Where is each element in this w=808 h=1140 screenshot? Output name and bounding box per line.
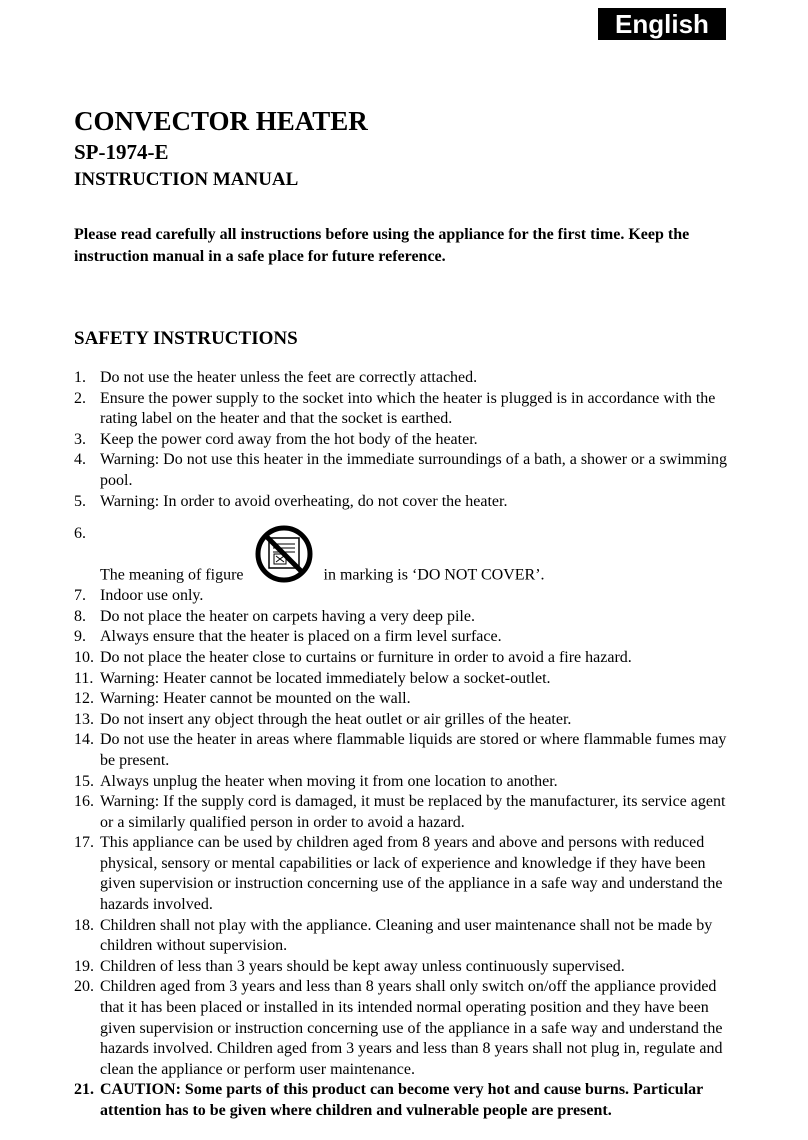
item-number: 16. — [74, 793, 94, 811]
item-text: Do not insert any object through the heat outlet or air grilles of the heater. — [100, 710, 572, 728]
item-text: Do not use the heater unless the feet are correctly attached. — [100, 369, 478, 386]
item-number: 4. — [74, 451, 86, 469]
item-number: 21. — [74, 1081, 94, 1099]
item-text: Warning: If the supply cord is damaged, it must be replaced by the manufacturer, its service agent or a similarly qualified person in order to avoid a hazard. — [100, 793, 726, 831]
item-text: Children of less than 3 years should be kept away unless continuously supervised. — [100, 957, 625, 975]
intro-paragraph: Please read carefully all instructions before using the appliance for the first time. Keep the instruction manual in a safe place for future reference. — [74, 226, 690, 265]
item-text: Indoor use only. — [100, 587, 204, 605]
item-number: 13. — [74, 710, 94, 728]
model-number: SP-1974-E — [74, 140, 169, 164]
list-item — [74, 730, 734, 771]
item-number: 20. — [74, 978, 94, 996]
list-item — [74, 957, 734, 978]
item-text: Do not place the heater on carpets having a very deep pile. — [100, 607, 475, 625]
item-text: Always ensure that the heater is placed on a firm level surface. — [100, 628, 502, 646]
item-text: This appliance can be used by children aged from 8 years and above and persons with reduced physical, sensory or mental capabilities or lack of experience and knowledge if they have been given supervision or instruction concerning use of the appliance in a safe way and understand the hazards involved. — [100, 834, 723, 914]
item-number: 14. — [74, 731, 94, 749]
list-item — [74, 627, 734, 648]
list-item — [74, 648, 734, 669]
item-number: 10. — [74, 648, 94, 666]
item-number: 15. — [74, 772, 94, 790]
document-subtitle: INSTRUCTION MANUAL — [74, 169, 299, 190]
item-text: Do not place the heater close to curtains or furniture in order to avoid a fire hazard. — [100, 648, 632, 666]
item-number: 5. — [74, 492, 86, 510]
list-item-caution — [74, 1080, 734, 1121]
item-number: 9. — [74, 628, 86, 646]
list-item — [74, 430, 734, 451]
item-text: Ensure the power supply to the socket into which the heater is plugged is in accordance with the rating label on the heater and that the socket is earthed. — [100, 389, 716, 428]
list-item — [74, 710, 734, 731]
document-title: CONVECTOR HEATER — [74, 106, 368, 136]
item-text: Always unplug the heater when moving it from one location to another. — [100, 772, 558, 790]
item-text: Children shall not play with the appliance. Cleaning and user maintenance shall not be made by children without supervision. — [100, 916, 713, 955]
item-number: 19. — [74, 957, 94, 975]
item-text: Do not use the heater in areas where flammable liquids are stored or where flammable fumes may be present. — [100, 731, 727, 769]
list-item — [74, 389, 734, 430]
item-text: The meaning of figure — [100, 566, 244, 584]
list-item — [74, 669, 734, 690]
item-number: 12. — [74, 690, 94, 708]
safety-heading: SAFETY INSTRUCTIONS — [74, 328, 298, 349]
item-number: 7. — [74, 587, 86, 605]
list-item — [74, 450, 734, 491]
item-number: 8. — [74, 607, 86, 625]
item-text: CAUTION: Some parts of this product can become very hot and cause burns. Particular attention has to be given where children and vulnerable people are present. — [100, 1081, 703, 1119]
item-text: Warning: Heater cannot be located immediately below a socket-outlet. — [100, 669, 551, 687]
item-number: 18. — [74, 916, 94, 934]
list-item — [74, 772, 734, 793]
language-tab: English — [598, 8, 726, 40]
list-item — [74, 586, 734, 607]
item-text: Children aged from 3 years and less than 8 years shall only switch on/off the appliance provided that it has been placed or installed in its intended normal operating position and they have been given supervision or instruction concerning use of the appliance in a safe way and understand the hazards involved. Children aged from 3 years and less than 8 years shall not plug in, regulate and clean the appliance or perform user maintenance. — [100, 978, 723, 1078]
list-item — [74, 368, 734, 389]
document-body — [74, 104, 734, 1122]
item-text: in marking is ‘DO NOT COVER’. — [323, 566, 545, 584]
item-text: Warning: Heater cannot be mounted on the wall. — [100, 690, 411, 708]
list-item — [74, 833, 734, 915]
list-item — [74, 607, 734, 628]
item-number: 11. — [74, 669, 94, 687]
item-number: 6. — [74, 525, 86, 543]
item-text: Keep the power cord away from the hot body of the heater. — [100, 430, 478, 448]
do-not-cover-icon — [250, 524, 318, 586]
list-item — [74, 916, 734, 957]
list-item — [74, 977, 734, 1080]
list-item — [74, 492, 734, 513]
item-number: 1. — [74, 369, 86, 386]
item-number: 3. — [74, 430, 86, 448]
item-number: 2. — [74, 389, 86, 407]
list-item — [74, 524, 734, 586]
list-item — [74, 792, 734, 833]
safety-list — [74, 368, 734, 1122]
item-number: 17. — [74, 834, 94, 852]
item-text: Warning: In order to avoid overheating, do not cover the heater. — [100, 492, 508, 510]
list-item — [74, 689, 734, 710]
item-text: Warning: Do not use this heater in the immediate surroundings of a bath, a shower or a swimming pool. — [100, 451, 728, 489]
